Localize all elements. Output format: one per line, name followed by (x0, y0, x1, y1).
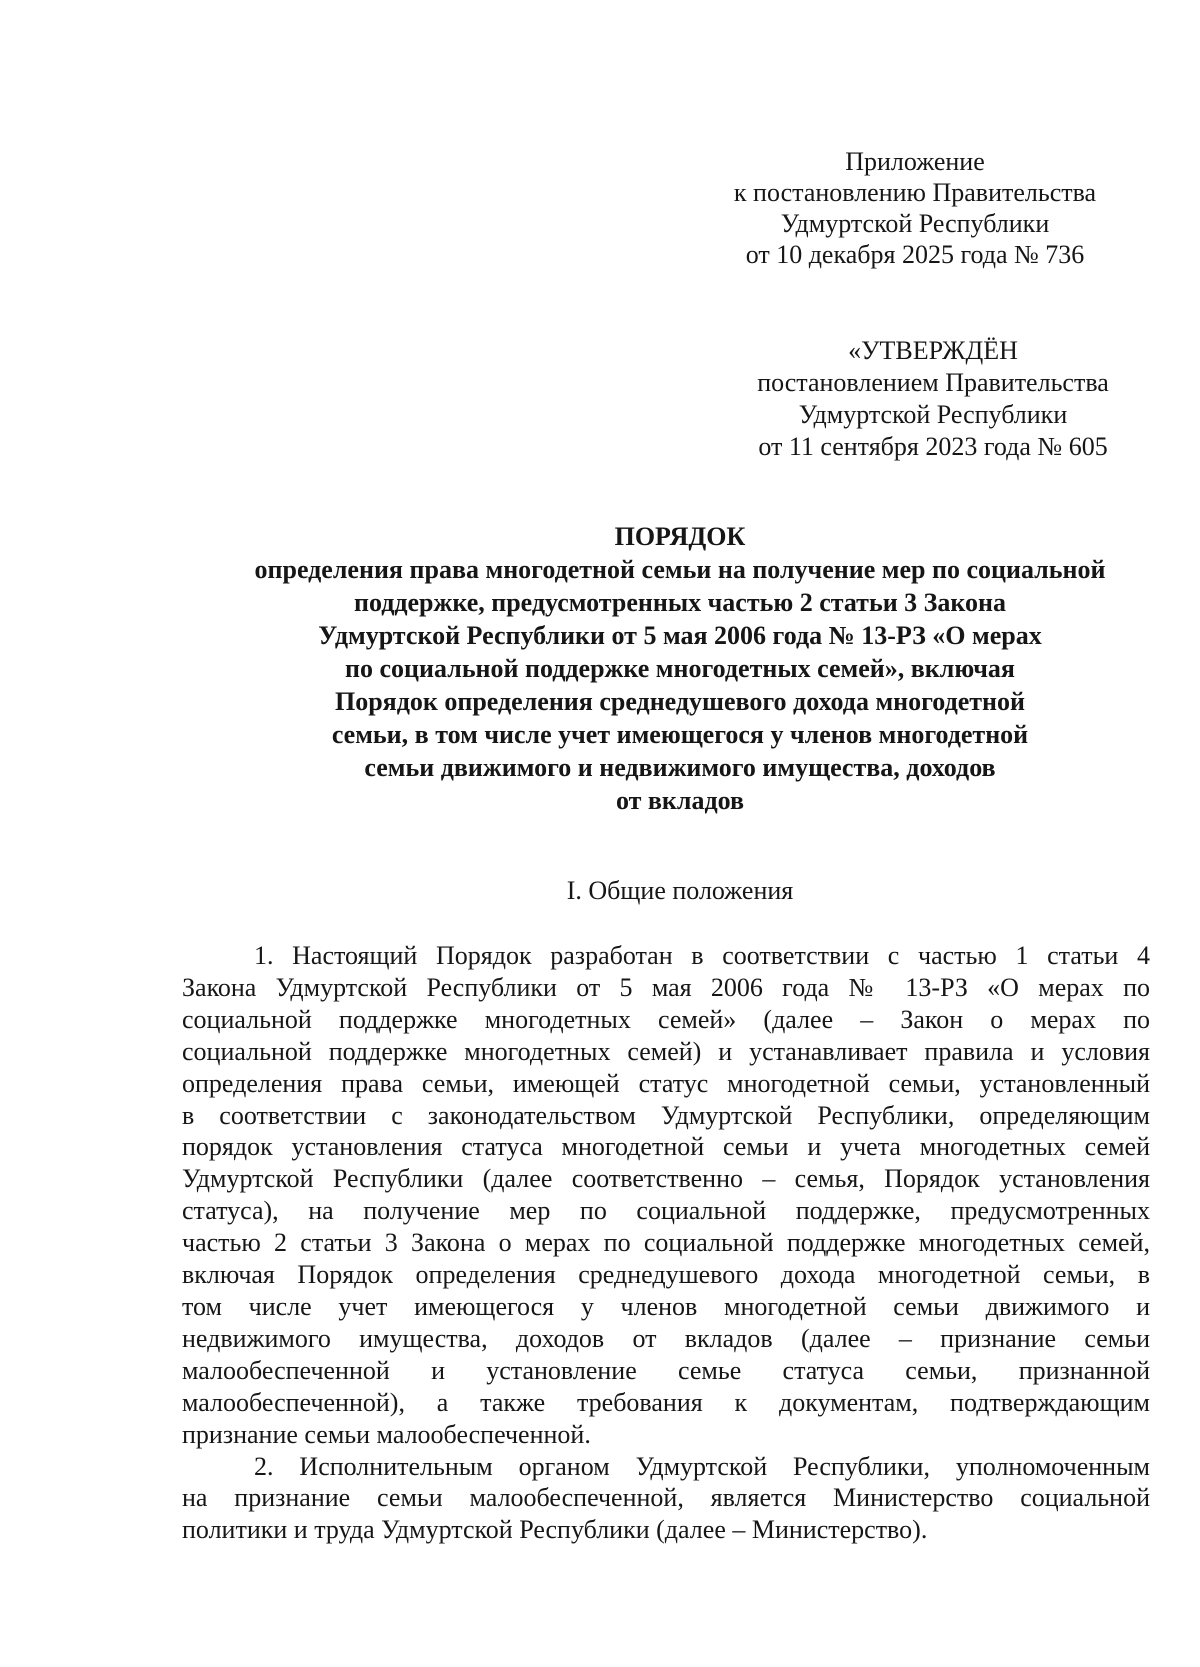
paragraph-line: политики и труда Удмуртской Республики (далее – Министерство). (182, 1515, 928, 1545)
paragraph-line: признание семьи малообеспеченной. (182, 1419, 591, 1449)
paragraph-line: на признание семьи малообеспеченной, является Министерство социальной (182, 1483, 1150, 1513)
paragraph-line: порядок установления статуса многодетной семьи и учета многодетных семей (182, 1132, 1150, 1162)
appendix-line: Удмуртской Республики (780, 209, 1050, 238)
paragraph-line: Закона Удмуртской Республики от 5 мая 2006 года № 13-РЗ «О мерах по (182, 972, 1150, 1002)
paragraph-line: социальной поддержке многодетных семей) и устанавливает правила и условия (182, 1036, 1150, 1066)
title-subtitle-line: семьи, в том числе учет имеющегося у членов многодетной (331, 720, 1029, 749)
approval-line: Удмуртской Республики (798, 400, 1068, 429)
paragraph-line: определения права семьи, имеющей статус многодетной семьи, установленный (182, 1068, 1150, 1098)
title-heading: ПОРЯДОК (614, 522, 746, 551)
paragraph-line: частью 2 статьи 3 Закона о мерах по социальной поддержке многодетных семей, (182, 1228, 1150, 1258)
paragraph-2 (182, 1451, 1150, 1547)
paragraph-line: том числе учет имеющегося у членов многодетной семьи движимого и (182, 1291, 1150, 1321)
paragraph-line: социальной поддержке многодетных семей» (далее – Закон о мерах по (182, 1004, 1150, 1034)
document-title (130, 520, 1200, 817)
paragraph-line: недвижимого имущества, доходов от вкладов (далее – признание семьи (182, 1323, 1150, 1353)
paragraph-line: 2. Исполнительным органом Удмуртской Республики, уполномоченным (254, 1451, 1150, 1481)
title-subtitle-line: поддержке, предусмотренных частью 2 статьи 3 Закона (353, 588, 1007, 617)
paragraph-line: малообеспеченной), а также требования к документам, подтверждающим (182, 1387, 1150, 1417)
title-subtitle-line: семьи движимого и недвижимого имущества, доходов (364, 753, 996, 782)
title-subtitle-line: Порядок определения среднедушевого дохода многодетной (334, 687, 1025, 716)
appendix-line: к постановлению Правительства (733, 178, 1097, 207)
appendix-line: от 10 декабря 2025 года № 736 (745, 240, 1085, 269)
paragraph-line: Удмуртской Республики (далее соответственно – семья, Порядок установления (182, 1164, 1150, 1194)
appendix-line: Приложение (845, 147, 985, 176)
section-heading: I. Общие положения (566, 876, 794, 905)
approval-line: постановлением Правительства (757, 368, 1109, 397)
approval-line: «УТВЕРЖДЁН (848, 336, 1018, 365)
approval-line: от 11 сентября 2023 года № 605 (758, 432, 1108, 461)
paragraph-line: включая Порядок определения среднедушевого дохода многодетной семьи, в (182, 1260, 1150, 1290)
title-subtitle-line: Удмуртской Республики от 5 мая 2006 года № 13-РЗ «О мерах (318, 621, 1042, 650)
title-subtitle-line: по социальной поддержке многодетных семей», включая (345, 654, 1015, 683)
paragraph-line: статуса), на получение мер по социальной поддержке, предусмотренных (182, 1196, 1150, 1226)
body-text (182, 940, 1150, 1546)
paragraph-line: 1. Настоящий Порядок разработан в соответствии с частью 1 статьи 4 (254, 941, 1150, 970)
title-subtitle-line: определения права многодетной семьи на получение мер по социальной (254, 555, 1106, 584)
paragraph-1 (182, 940, 1150, 1451)
approval-block (718, 335, 1148, 463)
paragraph-line: малообеспеченной и установление семье статуса семьи, признанной (182, 1355, 1150, 1385)
title-subtitle-line: от вкладов (615, 786, 745, 815)
appendix-block (700, 146, 1130, 270)
paragraph-line: в соответствии с законодательством Удмуртской Республики, определяющим (182, 1100, 1150, 1130)
